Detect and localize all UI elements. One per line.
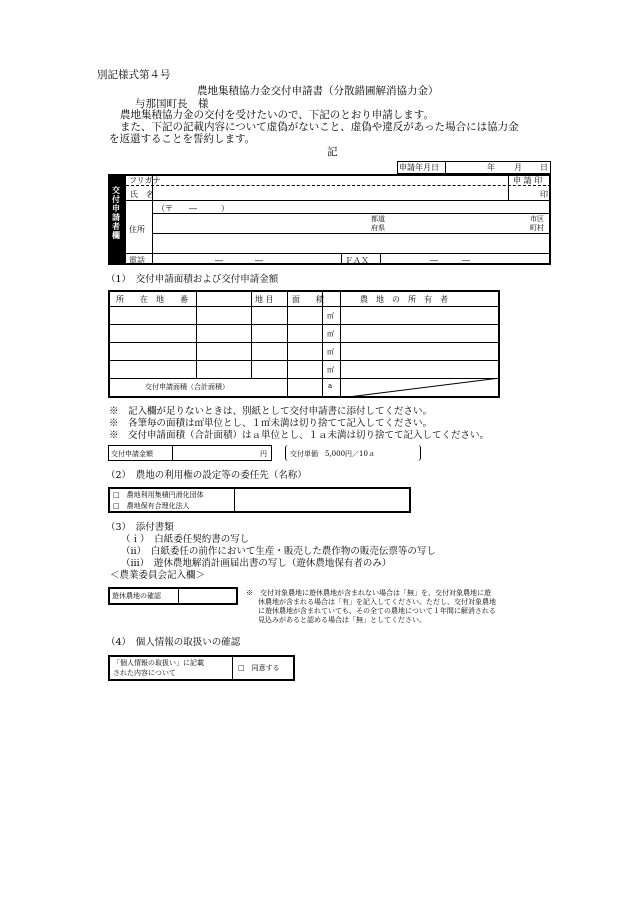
ki-label: 記 — [327, 146, 338, 158]
postal-field[interactable]: （〒 ― ） — [157, 204, 229, 213]
address-label: 住所 — [129, 225, 145, 234]
idle-note-1: ※ 交付対象農地に遊休農地が含まれない場合は「無」を、交付対象農地に遊 — [246, 589, 491, 597]
intro-line-1: 農地集積協力金の交付を受けたいので、下記のとおり申請します。 — [120, 109, 434, 121]
note-3: ※ 交付申請面積（合計面積）はａ単位とし、１ａ未満は切り捨てて記入してください。 — [109, 430, 490, 441]
furigana-label: フリガナ — [129, 176, 161, 185]
col-area: 面 積 — [292, 295, 324, 304]
note-1: ※ 記入欄が足りないときは、別紙として交付申請書に添付してください。 — [109, 406, 433, 417]
intro-line-3: を返還することを誓約します。 — [109, 133, 256, 145]
diagonal-strike — [340, 378, 500, 398]
prefecture-label: 都道 府県 — [371, 215, 385, 232]
idle-note-2: 休農地が含まれる場合は「有」を記入してください。ただし、交付対象農地 — [258, 598, 496, 606]
applicant-side-label: 交付申請者欄 — [108, 174, 126, 265]
phone-label: 電話 — [129, 256, 145, 265]
city-label: 市区 町村 — [530, 215, 544, 232]
unit-a: a — [328, 382, 333, 390]
idle-farmland-label: 遊休農地の確認 — [112, 592, 161, 600]
seal-mark: 印 — [540, 190, 548, 199]
form-number: 別記様式第４号 — [97, 69, 171, 81]
amount-label: 交付申請金額 — [111, 450, 153, 458]
addressee: 与那国町長 様 — [135, 98, 209, 110]
year-label: 年 — [487, 163, 495, 172]
applicant-box — [108, 174, 551, 265]
date-label: 申請年月日 — [399, 163, 439, 172]
section2-heading: （2） 農地の利用権の設定等の委任先（名称） — [106, 470, 307, 481]
privacy-label-2: された内容について — [113, 669, 176, 677]
phone-field[interactable]: ― ― — [215, 256, 263, 265]
col-land-type: 地 目 — [255, 295, 274, 304]
col-location: 所 在 地 番 — [116, 295, 188, 304]
agree-checkbox[interactable]: □ 同意する — [238, 664, 280, 672]
form-title: 農地集積協力金交付申請書（分散錯圃解消協力金） — [197, 85, 439, 97]
unit-price: 交付単価 5,000円／10ａ — [290, 450, 375, 458]
intro-line-2: また、下記の記載内容について虚偽がないこと、虚偽や違反があった場合には協力金 — [120, 121, 519, 133]
delegate-option-1[interactable]: □ 農地利用集積円滑化団体 — [113, 491, 204, 499]
day-label: 日 — [540, 163, 548, 172]
month-label: 月 — [514, 163, 522, 172]
unit-m2: ㎡ — [327, 312, 334, 320]
fax-label: ＦＡＸ — [345, 256, 369, 265]
fax-field[interactable]: ― ― — [430, 256, 470, 265]
attachment-3: （ⅲ） 遊休農地解消計画届出書の写し（遊休農地保有者のみ） — [121, 558, 392, 569]
name-label: 氏 名 — [130, 190, 154, 199]
total-area-label: 交付申請面積（合計面積） — [145, 383, 229, 391]
idle-note-4: 見込みがあると認める場合は「無」としてください。 — [258, 616, 426, 624]
yen-label: 円 — [260, 450, 267, 458]
idle-note-3: に遊休農地が含まれていても、その全ての農地について１年間に解消される — [258, 607, 496, 615]
section1-heading: （1） 交付申請面積および交付申請金額 — [106, 274, 279, 285]
note-2: ※ 各筆毎の面積は㎡単位とし、１㎡未満は切り捨てて記入してください。 — [109, 418, 433, 429]
unit-m2: ㎡ — [327, 348, 334, 356]
unit-m2: ㎡ — [327, 366, 334, 374]
attachment-2: （ⅱ） 白紙委任の前作において生産・販売した農作物の販売伝票等の写し — [121, 546, 436, 557]
seal-label: 申 請 印 — [513, 176, 543, 185]
unit-m2: ㎡ — [327, 330, 334, 338]
delegate-option-2[interactable]: □ 農地保有合理化法人 — [113, 502, 190, 510]
privacy-label-1: 「個人情報の取扱い」に記載 — [113, 659, 204, 667]
committee-label: ＜農業委員会記入欄＞ — [110, 570, 206, 581]
section4-heading: （4） 個人情報の取扱いの確認 — [106, 637, 241, 648]
section3-heading: （3） 添付書類 — [106, 522, 174, 533]
col-owner: 農 地 の 所 有 者 — [360, 295, 448, 304]
attachment-1: （ｉ） 白紙委任契約書の写し — [121, 534, 250, 545]
